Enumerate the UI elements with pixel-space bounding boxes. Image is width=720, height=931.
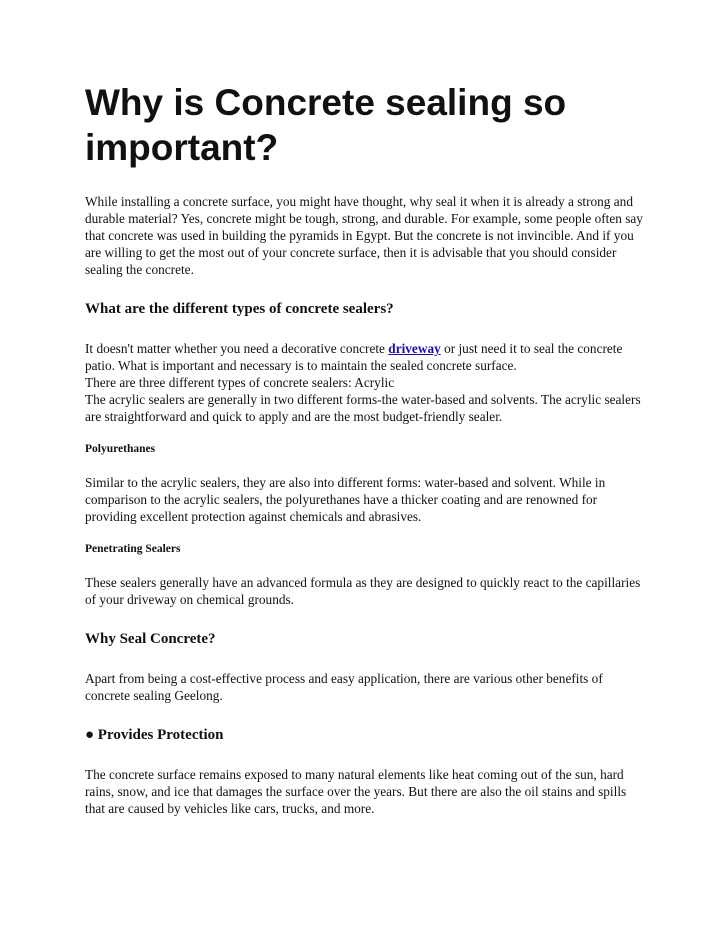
intro-paragraph: While installing a concrete surface, you might have thought, why seal it when it is already a strong and durable material? Yes, concrete might be tough, strong, and durable. For example, some people often say that concrete was used in building the pyramids in Egypt. But the concrete is not invincible. And if you are willing to get the most out of your concrete surface, then it is advisable that you should consider sealing the concrete. xyxy=(85,194,643,277)
sealer-types-text-after-link: or just need it to seal the concrete patio. What is important and necessary is to maintain the sealed concrete surface. xyxy=(85,341,623,373)
polyurethanes-paragraph: Similar to the acrylic sealers, they are also into different forms: water-based and solvent. While in comparison to the acrylic sealers, the polyurethanes have a thicker coating and are renowned for providing excellent protection against chemicals and abrasives. xyxy=(85,475,606,524)
why-seal-paragraph: Apart from being a cost-effective process and easy application, there are various other benefits of concrete sealing Geelong. xyxy=(85,671,603,703)
section-heading-polyurethanes: Polyurethanes xyxy=(85,443,156,455)
protection-paragraph: The concrete surface remains exposed to many natural elements like heat coming out of the sun, hard rains, snow, and ice that damages the surface over the years. But there are also the oil stains and spills that are caused by vehicles like cars, trucks, and more. xyxy=(85,767,627,816)
acrylic-description: The acrylic sealers are generally in two different forms-the water-based and solvents. The acrylic sealers are straightforward and quick to apply and are the most budget-friendly sealer. xyxy=(85,392,641,424)
section-heading-sealer-types: What are the different types of concrete sealers? xyxy=(85,301,394,317)
document-page xyxy=(85,80,645,817)
penetrating-paragraph: These sealers generally have an advanced formula as they are designed to quickly react to the capillaries of your driveway on chemical grounds. xyxy=(85,575,641,607)
section-heading-penetrating-sealers: Penetrating Sealers xyxy=(85,543,181,555)
section-heading-why-seal: Why Seal Concrete? xyxy=(85,631,216,647)
section-heading-provides-protection: ● Provides Protection xyxy=(85,727,224,743)
driveway-link[interactable]: driveway xyxy=(388,341,441,356)
sealer-types-line-acrylic: There are three different types of concrete sealers: Acrylic xyxy=(85,375,395,390)
sealer-types-text-before-link: It doesn't matter whether you need a decorative concrete xyxy=(85,341,389,356)
page-title: Why is Concrete sealing so important? xyxy=(85,82,567,168)
sealer-types-paragraph xyxy=(85,340,645,425)
